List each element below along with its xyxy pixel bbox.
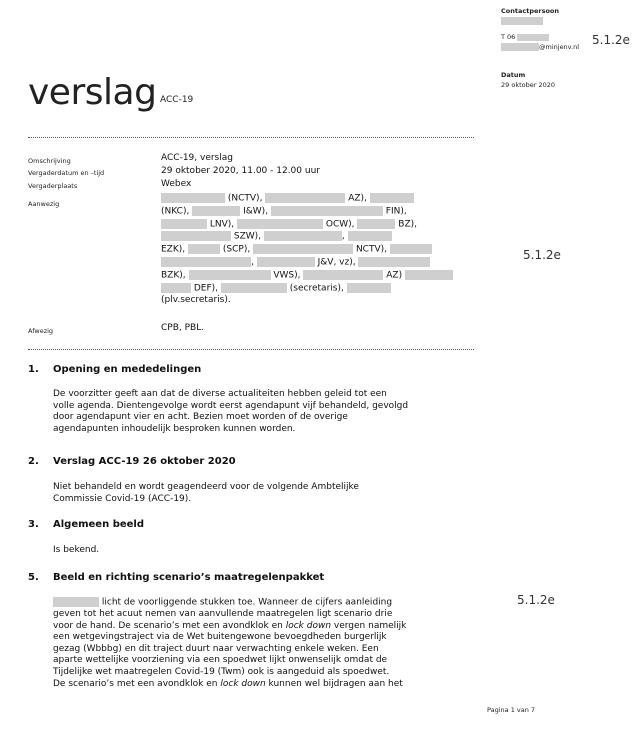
attendees-line xyxy=(161,295,461,308)
redaction xyxy=(53,597,99,607)
phone-prefix: T 06 xyxy=(501,33,516,41)
side-mark-1: 5.1.2e xyxy=(592,33,630,47)
redaction xyxy=(253,244,353,254)
attendees-line xyxy=(161,283,461,296)
contact-label: Contactpersoon xyxy=(501,7,560,15)
redaction xyxy=(221,283,287,293)
attendee-dept: VWS), xyxy=(273,270,301,281)
redaction xyxy=(405,270,453,280)
attendees-list xyxy=(161,193,461,308)
attendee-dept: , xyxy=(251,257,254,268)
date-label: Datum xyxy=(501,71,526,79)
paragraph-line xyxy=(53,621,483,633)
paragraph-emphasis: lock down xyxy=(285,620,332,631)
paragraph-line: door agendapunt vier en acht. Bezien moet worden of de overige xyxy=(53,412,348,423)
attendee-dept: , xyxy=(341,231,345,242)
paragraph-line: geven tot het acuut nemen van aanvullende maatregelen ligt scenario drie xyxy=(53,609,393,620)
side-mark-3: 5.1.2e xyxy=(517,593,555,607)
redaction xyxy=(390,244,432,254)
section-3-title: Algemeen beeld xyxy=(53,519,145,530)
paragraph-emphasis: lock down xyxy=(220,678,266,689)
redaction xyxy=(161,283,191,293)
email-suffix: @minjenv.nl xyxy=(539,43,580,51)
attendee-dept: (NCTV), xyxy=(227,193,263,204)
paragraph-line xyxy=(53,679,483,691)
meta-datum-label: Vergaderdatum en –tijd xyxy=(28,169,105,177)
section-3-number: 3. xyxy=(28,519,39,530)
side-mark-2: 5.1.2e xyxy=(523,248,561,262)
paragraph-text: kunnen wel bijdragen aan het xyxy=(268,678,403,689)
paragraph-line: Tijdelijke wet maatregelen Covid-19 (Twm) ook is aangeduid als spoedwet. xyxy=(53,667,390,678)
redaction xyxy=(265,193,345,203)
paragraph-line: een wetgevingstraject via de Wet buitengewone bevoegdheden burgerlijk xyxy=(53,632,387,643)
contact-phone xyxy=(501,33,549,41)
attendee-dept: DEF), xyxy=(193,283,219,294)
redaction xyxy=(370,193,414,203)
section-2-title: Verslag ACC-19 26 oktober 2020 xyxy=(53,456,236,467)
paragraph-line: gezag (Wbbbg) en dit traject duurt naar verwachting enkele weken. Een xyxy=(53,643,379,654)
redaction xyxy=(189,270,271,280)
attendee-dept: (plv.secretaris). xyxy=(161,295,231,306)
redaction xyxy=(264,231,342,241)
section-2-number: 2. xyxy=(28,456,39,467)
redaction xyxy=(161,219,207,229)
redacted-email xyxy=(501,43,539,51)
paragraph-text: De scenario’s met een avondklok en xyxy=(53,678,218,689)
paragraph-line: Is bekend. xyxy=(53,545,100,555)
redaction xyxy=(348,231,392,241)
paragraph-line: agendapunten inhoudelijk besproken kunnen worden. xyxy=(53,423,296,434)
redaction xyxy=(357,219,395,229)
attendee-dept: BZ), xyxy=(398,219,418,230)
meta-afwezig-label: Afwezig xyxy=(28,327,54,335)
attendees-line xyxy=(161,193,461,206)
contact-email xyxy=(501,43,579,51)
paragraph-text: licht de voorliggende stukken toe. Wanneer de cijfers aanleiding xyxy=(101,597,393,608)
redaction xyxy=(161,257,251,267)
section-3-body xyxy=(53,545,99,557)
attendee-dept: OCW), xyxy=(325,219,355,230)
redaction xyxy=(161,231,231,241)
section-1-body xyxy=(53,389,473,435)
redaction xyxy=(257,257,315,267)
attendee-dept: (SCP), xyxy=(222,244,251,255)
attendee-dept: AZ), xyxy=(348,193,367,204)
paragraph-line: Niet behandeld en wordt geagendeerd voor de volgende Ambtelijke xyxy=(53,482,359,492)
paragraph-text: vergen namelijk xyxy=(333,620,407,631)
meta-plaats-value: Webex xyxy=(161,179,192,189)
redaction xyxy=(347,283,391,293)
attendee-dept: (secretaris), xyxy=(289,283,344,294)
paragraph-line: volle agenda. Dientengevolge wordt eerst agendapunt vijf behandeld, gevolgd xyxy=(53,400,409,411)
redacted-phone xyxy=(517,34,549,41)
paragraph-line: aparte wettelijke voorziening via een spoedwet lijkt onwenselijk omdat de xyxy=(53,655,388,666)
separator-top xyxy=(28,137,474,138)
date-value: 29 oktober 2020 xyxy=(501,81,556,89)
attendees-line xyxy=(161,219,461,232)
section-5-body xyxy=(53,597,483,690)
page-number: Pagina 1 van 7 xyxy=(487,706,536,714)
redaction xyxy=(188,244,220,254)
section-5-title: Beeld en richting scenario’s maatregelenpakket xyxy=(53,572,325,583)
attendee-dept: EZK), xyxy=(161,244,186,255)
redaction xyxy=(303,270,383,280)
attendee-dept: NCTV), xyxy=(355,244,387,255)
attendee-dept: BZK), xyxy=(161,270,186,281)
section-5-number: 5. xyxy=(28,572,39,583)
attendees-line xyxy=(161,231,461,244)
redaction xyxy=(161,193,225,203)
meta-afwezig-value: CPB, PBL. xyxy=(161,323,205,333)
meta-omschrijving-label: Omschrijving xyxy=(28,157,71,165)
redaction xyxy=(358,257,430,267)
page-subtitle: ACC-19 xyxy=(160,95,194,105)
attendees-line xyxy=(161,206,461,219)
attendee-dept: I&W), xyxy=(243,206,269,217)
attendee-dept: J&V, vz), xyxy=(317,257,356,268)
attendee-dept: FIN), xyxy=(385,206,407,217)
meta-aanwezig-label: Aanwezig xyxy=(28,200,60,208)
attendees-line xyxy=(161,270,461,283)
attendees-line xyxy=(161,244,461,257)
redaction xyxy=(271,206,383,216)
section-1-title: Opening en mededelingen xyxy=(53,364,202,375)
section-2-body xyxy=(53,482,473,505)
paragraph-line: De voorzitter geeft aan dat de diverse actualiteiten hebben geleid tot een xyxy=(53,389,387,399)
attendees-line xyxy=(161,257,461,270)
attendee-dept: (NKC), xyxy=(161,206,190,217)
page-title: verslag xyxy=(28,72,157,113)
section-1-number: 1. xyxy=(28,364,39,375)
attendee-dept: LNV), xyxy=(209,219,235,230)
separator-bottom xyxy=(28,349,474,350)
paragraph-line: Commissie Covid-19 (ACC-19). xyxy=(53,493,192,504)
attendee-dept: SZW), xyxy=(233,231,262,242)
attendee-dept: AZ) xyxy=(386,270,403,281)
paragraph-text: voor de hand. De scenario’s met een avondklok en xyxy=(53,620,283,631)
redaction xyxy=(237,219,323,229)
meta-datum-value: 29 oktober 2020, 11.00 - 12.00 uur xyxy=(161,166,320,176)
paragraph-line xyxy=(53,597,483,609)
meta-plaats-label: Vergaderplaats xyxy=(28,182,78,190)
redaction xyxy=(192,206,240,216)
redacted-name xyxy=(501,17,543,25)
meta-omschrijving-value: ACC-19, verslag xyxy=(161,153,233,163)
